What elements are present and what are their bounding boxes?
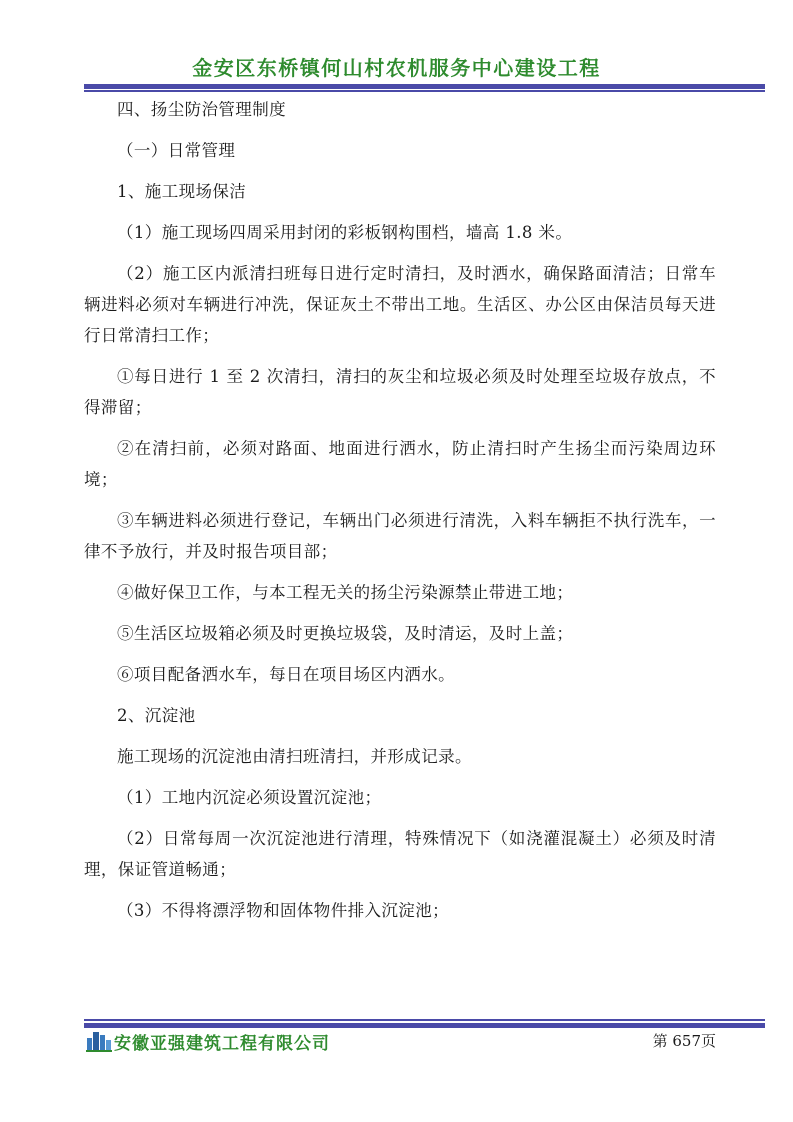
list-item: ⑤生活区垃圾箱必须及时更换垃圾袋，及时清运，及时上盖；	[117, 624, 574, 643]
paragraph: （2）施工区内派清扫班每日进行定时清扫，及时洒水，确保路面清洁；日常车辆进料必须对车辆进行冲洗，保证灰土不带出工地。生活区、办公区由保洁员每天进行日常清扫工作；	[84, 264, 716, 345]
paragraph: （3）不得将漂浮物和固体物件排入沉淀池；	[117, 901, 449, 920]
list-item: ④做好保卫工作，与本工程无关的扬尘污染源禁止带进工地；	[117, 583, 574, 602]
item-heading: 2、沉淀池	[117, 706, 196, 725]
company-building-logo-icon	[86, 1030, 112, 1052]
document-header-title: 金安区东桥镇何山村农机服务中心建设工程	[192, 56, 601, 80]
page-number: 第 657页	[652, 1032, 716, 1050]
list-item: ②在清扫前，必须对路面、地面进行洒水，防止清扫时产生扬尘而污染周边环境；	[84, 439, 716, 489]
header-rule-thick	[84, 84, 765, 89]
item-heading: 1、施工现场保洁	[117, 182, 247, 201]
paragraph: 施工现场的沉淀池由清扫班清扫，并形成记录。	[117, 747, 472, 766]
section-heading: 四、扬尘防治管理制度	[117, 100, 286, 119]
document-body	[84, 94, 716, 936]
paragraph: （1）工地内沉淀必须设置沉淀池；	[117, 788, 382, 807]
paragraph: （2）日常每周一次沉淀池进行清理，特殊情况下（如浇灌混凝土）必须及时清理，保证管道畅通；	[84, 829, 716, 879]
paragraph: （1）施工现场四周采用封闭的彩板钢构围档，墙高 1.8 米。	[117, 223, 573, 242]
list-item: ①每日进行 1 至 2 次清扫，清扫的灰尘和垃圾必须及时处理至垃圾存放点，不得滞留；	[84, 367, 716, 417]
header-rule-thin	[84, 90, 765, 92]
footer-company-name: 安徽亚强建筑工程有限公司	[114, 1034, 330, 1054]
list-item: ③车辆进料必须进行登记，车辆出门必须进行清洗，入料车辆拒不执行洗车，一律不予放行，并及时报告项目部；	[84, 511, 716, 561]
footer-rule-thick	[84, 1023, 765, 1028]
subsection-heading: （一）日常管理	[117, 141, 236, 160]
footer-rule-thin	[84, 1019, 765, 1021]
list-item: ⑥项目配备洒水车，每日在项目场区内洒水。	[117, 665, 455, 684]
